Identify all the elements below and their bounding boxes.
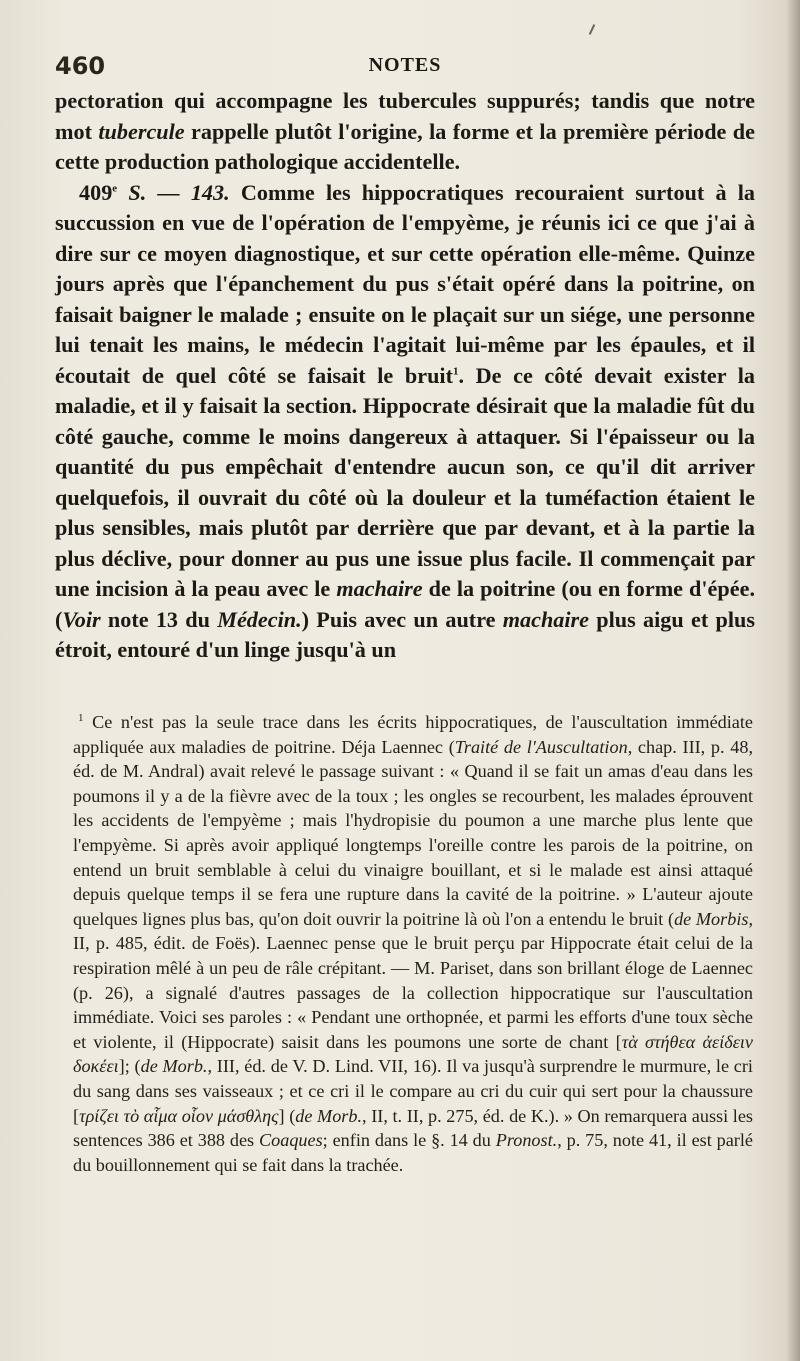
paragraph-note-409 [55,178,755,666]
text-run: Comme les hippocratiques recouraient surtout à la succussion en vue de l'opération de l'empyème, je réunis ici ce que j'ai à dire sur ce moyen diagnostique, et sur cette opération elle-même. Quinze jours après que l'épanchement du pus s'était opéré dans la poitrine, on faisait baigner le malade ; ensuite on le plaçait sur un siége, une personne lui tenait les mains, le médecin l'agitait lui-même par les épaules, et il écoutait de quel côté se faisait le bruit [55,179,756,388]
text-run: pectoration qui accompagne les tubercules suppurés; tandis que notre mot [55,88,755,144]
text-run: . De ce côté devait exister la maladie, et il y faisait la section. Hippocrate désirait que la maladie fût du côté gauche, comme le moins dangereux à attaquer. Si l'épaisseur ou la quantité du pus empêchait d'entendre aucun son, ce qu'il dit arriver quelquefois, il ouvrait du côté où la douleur et la tuméfaction étaient le plus sensibles, mais plutôt par derrière que par devant, et à la partie la plus déclive, pour donner au pus une issue plus facile. Il commençait par une incision à la peau avec le [55,362,755,601]
emphasis: de Morbis [674,908,749,929]
text-run: plus aigu et plus étroit, entouré d'un linge jusqu'à un [55,606,755,662]
page-edge-shadow [786,0,800,1361]
emphasis: Voir [62,606,101,632]
ordinal-suffix: e [112,182,118,195]
emphasis: de Morb. [295,1105,363,1126]
emphasis: Traité de l'Auscultation [454,736,628,757]
emphasis: Médecin. [217,606,302,632]
text-run: ; enfin dans le §. 14 du [322,1130,496,1151]
main-text [55,86,755,666]
text-run: , II, p. 485, édit. de Foës). Laennec pense que le bruit perçu par Hippocrate était celui de la respiration mêlé à un peu de râle crépitant. — M. Pariset, dans son brillant éloge de Laennec (p. 26), a signalé d'autres passages de la collection hippocratique sur l'auscultation immédiate. Voici ses paroles : « Pendant une orthopnée, et parmi les efforts d'une toux sèche et violente, il (Hippocrate) saisit dans les poumons une sorte de chant [ [73,908,753,1052]
text-run: , chap. III, p. 48, éd. de M. Andral) avait relevé le passage suivant : « Quand il se fait un amas d'eau dans les poumons il y a de la fièvre avec de la toux ; les ongles se recourbent, les malades éprouvent les accidents de l'empyème ; mais l'hydropisie du poumon a une marche plus lente que l'empyème. Si après avoir appliqué longtemps l'oreille contre les parois de la poitrine, on entend un bruit semblable à celui du vinaigre bouillant, et si le malade est ainsi attaqué depuis quelque temps il se fera une rupture dans la cavité de la poitrine. » L'auteur ajoute quelques lignes plus bas, qu'on doit ouvrir la poitrine là où l'on a entendu le bruit ( [73,736,754,929]
text-run: , III, éd. de V. D. Lind. VII, 16). Il va jusqu'à surprendre le murmure, le cri du sang dans ses vaisseaux ; et ce cri il le compare au cri du cuir qui sert pour la chaussure [ [73,1056,753,1126]
text-run: ]; ( [118,1056,141,1077]
text-run: , II, t. II, p. 275, éd. de K.). » On remarquera aussi les sentences 386 et 388 des [73,1105,753,1151]
page-header [55,52,755,86]
running-head: NOTES [368,54,442,76]
footnote-paragraph [73,710,753,1177]
emphasis: machaire [336,576,423,601]
text-run: Ce n'est pas la seule trace dans les écrits hippocratiques, de l'auscultation immédiate appliquée aux maladies de poitrine. Déja Laennec ( [73,712,753,757]
footnote [73,710,753,1177]
text-run: , p. 75, note 41, il est parlé du bouillonnement qui se fait dans la trachée. [73,1130,753,1175]
paragraph-continuation [55,86,755,178]
footnote-marker[interactable]: 1 [452,365,459,378]
pencil-mark [589,24,595,35]
text-run: de la poitrine (ou en forme d'épée. ( [55,576,755,632]
greek-quote: τὰ στήθεα ἀείδειν δοκέει [73,1031,753,1077]
text-run: note 13 du [100,606,218,632]
text-run: ) Puis avec un autre [301,606,503,632]
emphasis: de Morb. [140,1056,208,1077]
emphasis: machaire [502,606,590,632]
note-number: 409 [79,179,113,205]
emphasis: Pronost. [495,1130,558,1151]
footnote-marker: 1 [78,711,84,724]
page-number: 460 [55,52,106,80]
greek-quote: τρίζει τὸ αἷμα οἷον μάσθλης [79,1105,279,1126]
text-run: ] ( [278,1105,296,1126]
emphasis: tubercule [98,118,185,144]
text-run: rappelle plutôt l'origine, la forme et la première période de cette production pathologique accidentelle. [55,118,755,174]
emphasis: Coaques [259,1130,323,1151]
section-reference: S. — 143. [117,179,230,205]
